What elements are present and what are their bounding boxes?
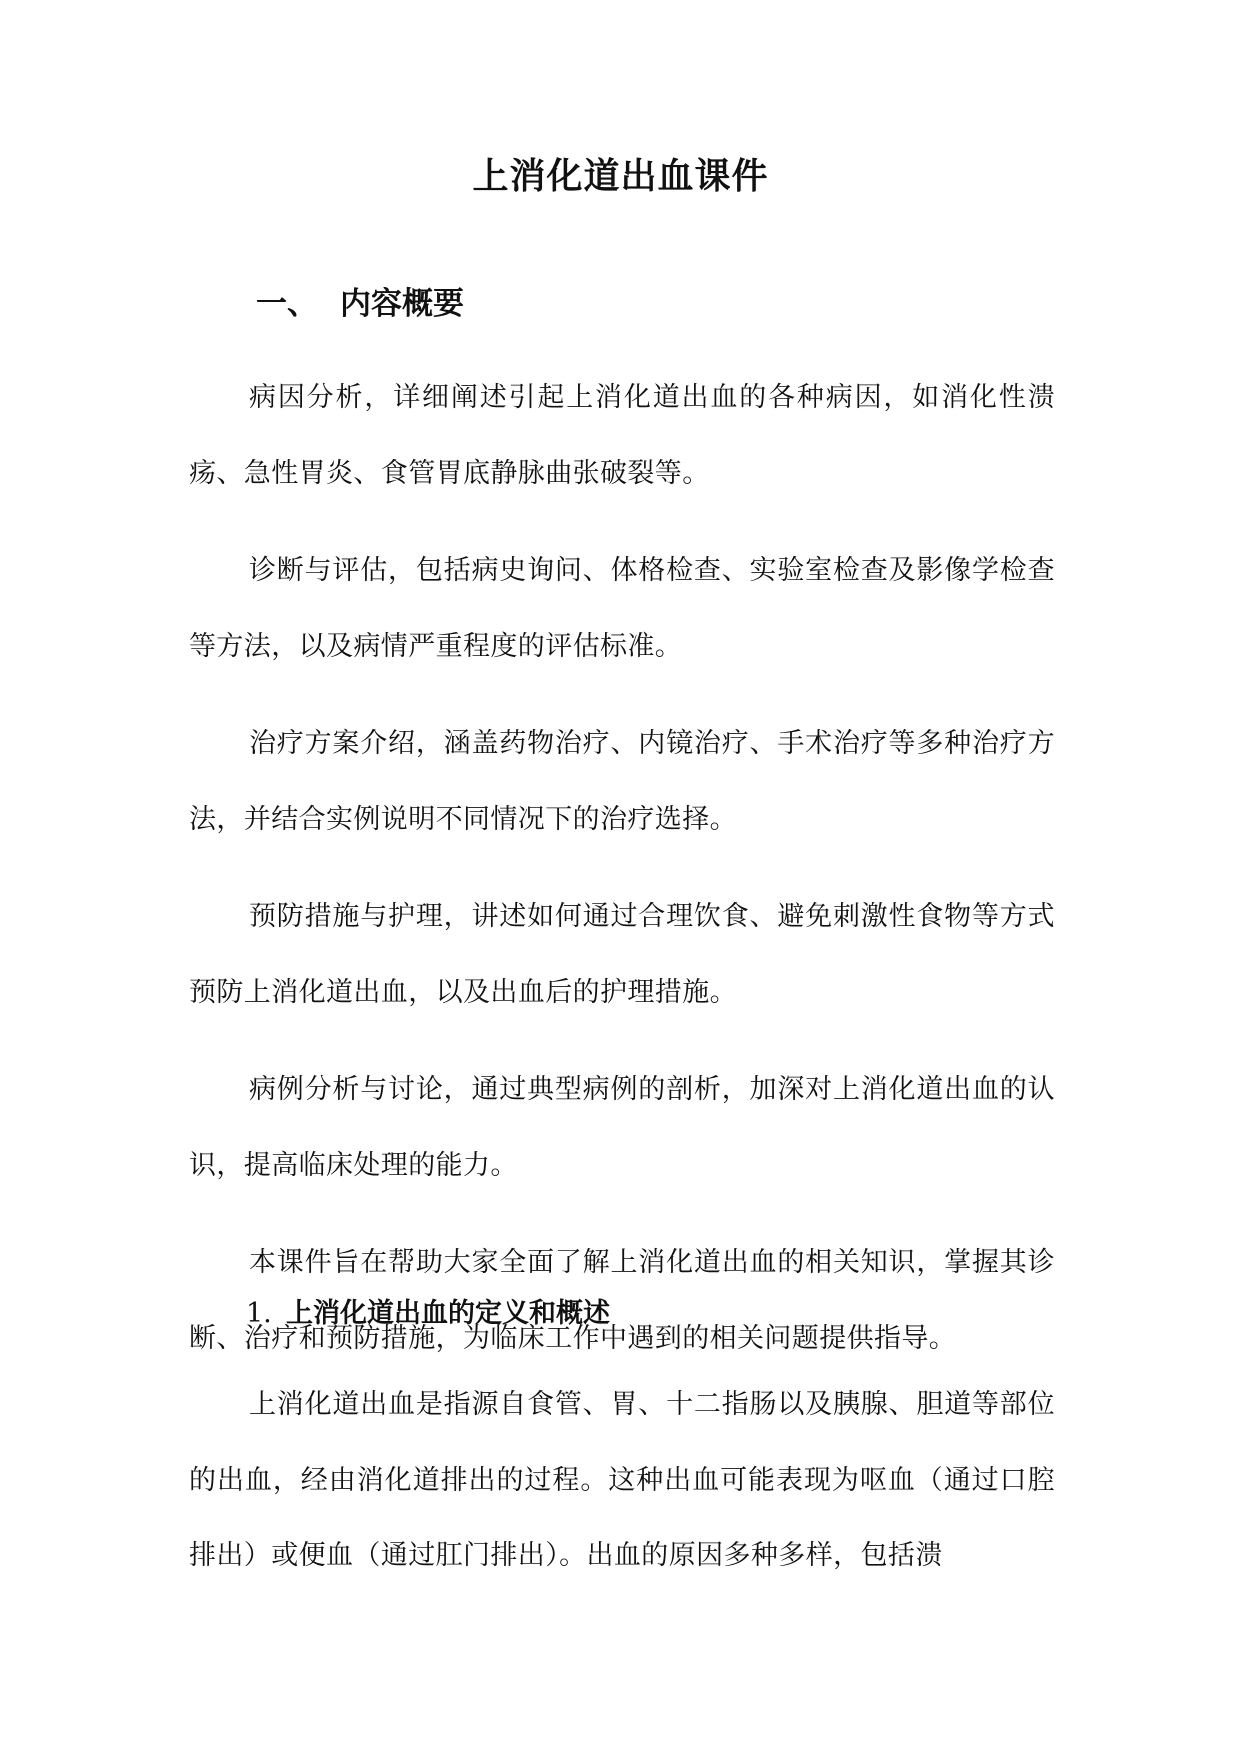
- paragraph: 上消化道出血是指源自食管、胃、十二指肠以及胰腺、胆道等部位的出血，经由消化道排出的过程。这种出血可能表现为呕血（通过口腔排出）或便血（通过肛门排出）。出血的原因多种多样，包括溃: [189, 1389, 1055, 1571]
- subsection-number: 1.: [246, 1298, 272, 1329]
- section-heading: [256, 280, 464, 328]
- paragraph: 预防措施与护理，讲述如何通过合理饮食、避免刺激性食物等方式预防上消化道出血，以及出血后的护理措施。: [189, 901, 1055, 1008]
- section-title: 内容概要: [340, 286, 464, 322]
- document-title: 上消化道出血课件: [472, 155, 769, 197]
- section-body: [189, 360, 1055, 1398]
- paragraph: 病例分析与讨论，通过典型病例的剖析，加深对上消化道出血的认识，提高临床处理的能力。: [189, 1074, 1055, 1181]
- paragraph: 病因分析，详细阐述引起上消化道出血的各种病因，如消化性溃疡、急性胃炎、食管胃底静脉曲张破裂等。: [189, 382, 1055, 489]
- section-number: 一、: [256, 286, 318, 322]
- paragraph: 诊断与评估，包括病史询问、体格检查、实验室检查及影像学检查等方法，以及病情严重程度的评估标准。: [189, 555, 1055, 662]
- subsection-title: 上消化道出血的定义和概述: [286, 1298, 610, 1329]
- subsection-heading: [246, 1290, 610, 1338]
- paragraph: 治疗方案介绍，涵盖药物治疗、内镜治疗、手术治疗等多种治疗方法，并结合实例说明不同情况下的治疗选择。: [189, 728, 1055, 835]
- paragraph: 本课件旨在帮助大家全面了解上消化道出血的相关知识，掌握其诊断、治疗和预防措施，为临床工作中遇到的相关问题提供指导。: [189, 1247, 1055, 1354]
- subsection-body: [189, 1367, 1055, 1616]
